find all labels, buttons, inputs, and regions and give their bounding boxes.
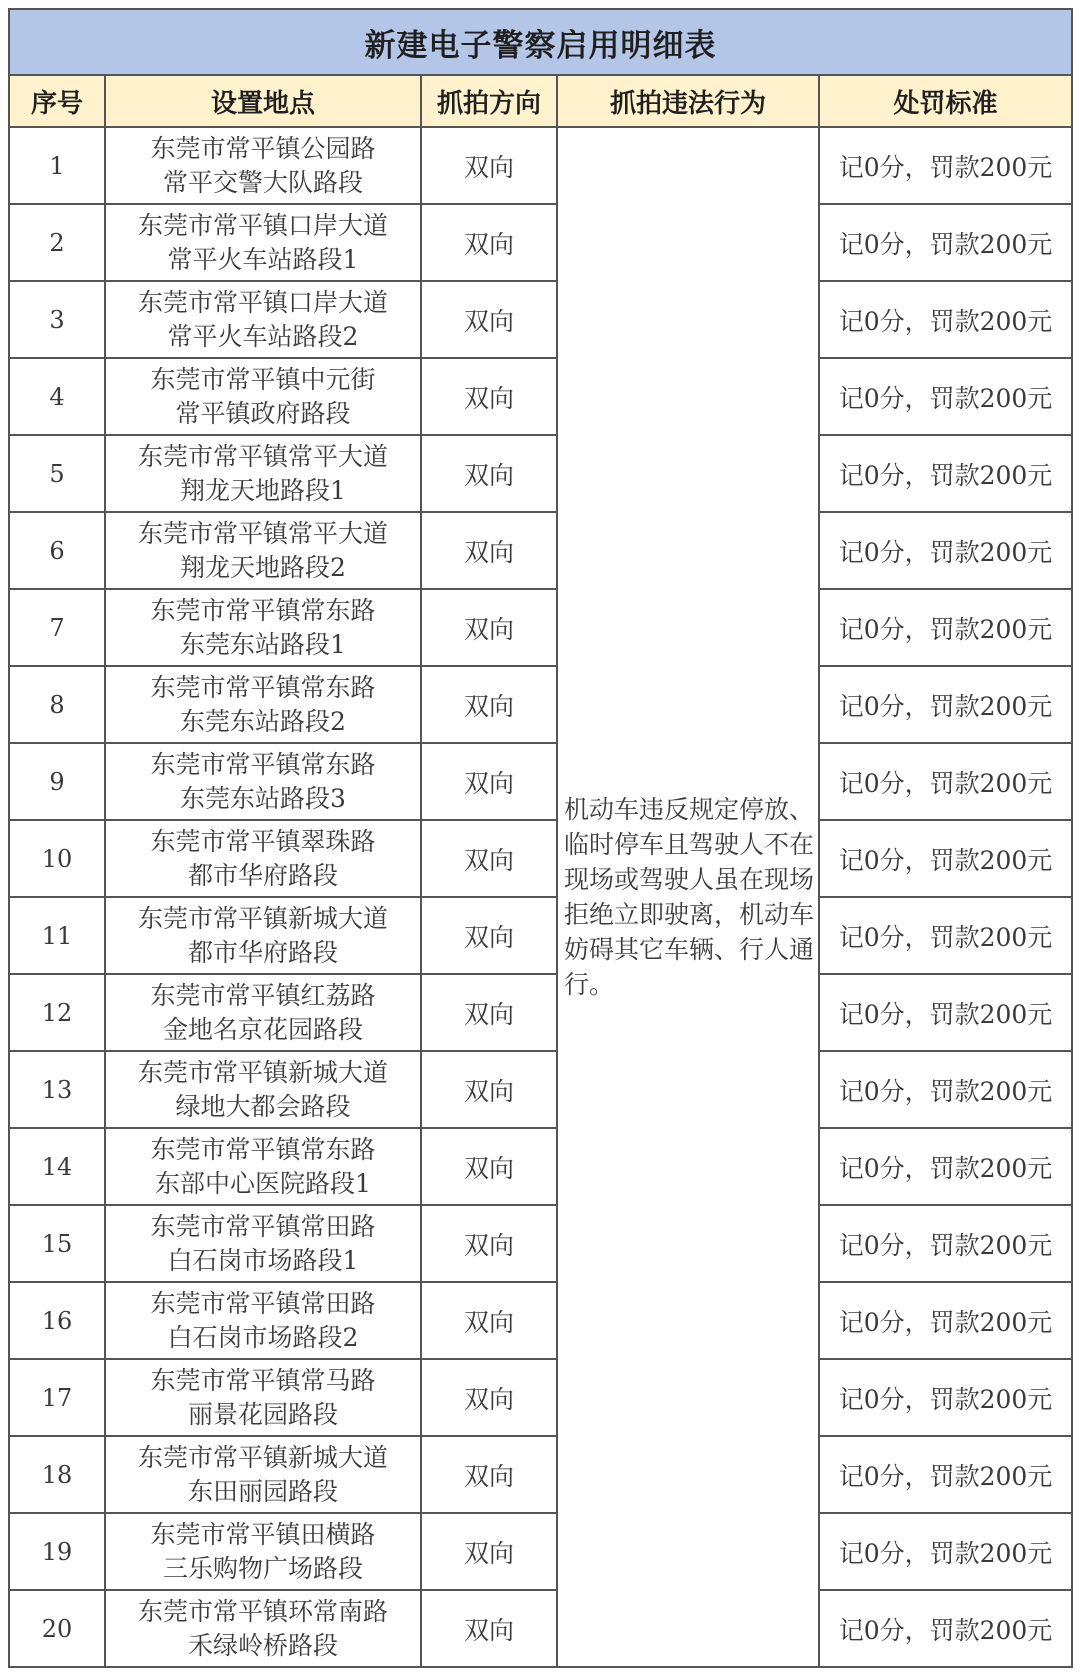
location-line-2: 翔龙天地路段2 [180, 552, 346, 582]
row-penalty: 记0分，罚款200元 [819, 666, 1072, 743]
table-row [9, 1513, 1072, 1590]
table-row [9, 897, 1072, 974]
row-direction: 双向 [421, 666, 557, 743]
table-row [9, 743, 1072, 820]
location-line-2: 绿地大都会路段 [175, 1091, 351, 1121]
row-location [105, 358, 421, 435]
location-line-2: 禾绿岭桥路段 [187, 1630, 338, 1660]
row-location [105, 820, 421, 897]
row-index: 2 [9, 204, 105, 281]
row-location [105, 204, 421, 281]
row-location [105, 127, 421, 204]
location-line-2: 东田丽园路段 [187, 1476, 338, 1506]
location-line-1: 东莞市常平镇常东路 [150, 1134, 376, 1164]
location-line-1: 东莞市常平镇红荔路 [150, 980, 376, 1010]
row-penalty: 记0分，罚款200元 [819, 281, 1072, 358]
table-row [9, 127, 1072, 204]
row-index: 6 [9, 512, 105, 589]
row-penalty: 记0分，罚款200元 [819, 897, 1072, 974]
location-line-2: 白石岗市场路段2 [167, 1322, 359, 1352]
row-direction: 双向 [421, 897, 557, 974]
location-line-2: 常平火车站路段2 [167, 321, 359, 351]
table-row [9, 974, 1072, 1051]
row-penalty: 记0分，罚款200元 [819, 358, 1072, 435]
table-row [9, 204, 1072, 281]
row-direction: 双向 [421, 435, 557, 512]
table-row [9, 1205, 1072, 1282]
location-line-2: 都市华府路段 [187, 937, 338, 967]
row-direction: 双向 [421, 1436, 557, 1513]
location-line-2: 翔龙天地路段1 [180, 475, 346, 505]
row-direction: 双向 [421, 512, 557, 589]
location-line-1: 东莞市常平镇新城大道 [137, 903, 388, 933]
row-direction: 双向 [421, 743, 557, 820]
table-row [9, 1051, 1072, 1128]
location-line-2: 东莞东站路段2 [180, 706, 346, 736]
location-line-2: 常平火车站路段1 [167, 244, 359, 274]
row-direction: 双向 [421, 127, 557, 204]
table-body [9, 127, 1072, 1667]
row-location [105, 666, 421, 743]
row-penalty: 记0分，罚款200元 [819, 1513, 1072, 1590]
header-behavior: 抓拍违法行为 [557, 75, 819, 127]
row-index: 12 [9, 974, 105, 1051]
row-index: 1 [9, 127, 105, 204]
row-penalty: 记0分，罚款200元 [819, 974, 1072, 1051]
row-penalty: 记0分，罚款200元 [819, 820, 1072, 897]
row-location [105, 1436, 421, 1513]
location-line-1: 东莞市常平镇中元街 [150, 364, 376, 394]
behavior-description: 机动车违反规定停放、临时停车且驾驶人不在现场或驾驶人虽在现场拒绝立即驶离，机动车妨碍其它车辆、行人通行。 [557, 127, 819, 1667]
row-direction: 双向 [421, 1513, 557, 1590]
location-line-1: 东莞市常平镇田横路 [150, 1519, 376, 1549]
row-location [105, 743, 421, 820]
camera-table [8, 8, 1073, 1668]
row-location [105, 512, 421, 589]
row-location [105, 1282, 421, 1359]
row-index: 19 [9, 1513, 105, 1590]
location-line-1: 东莞市常平镇公园路 [150, 133, 376, 163]
row-penalty: 记0分，罚款200元 [819, 1282, 1072, 1359]
table-row [9, 1128, 1072, 1205]
row-location [105, 897, 421, 974]
row-location [105, 1205, 421, 1282]
row-direction: 双向 [421, 1051, 557, 1128]
row-location [105, 281, 421, 358]
header-penalty: 处罚标准 [819, 75, 1072, 127]
row-index: 3 [9, 281, 105, 358]
location-line-2: 东部中心医院路段1 [155, 1168, 371, 1198]
row-penalty: 记0分，罚款200元 [819, 1590, 1072, 1667]
location-line-2: 金地名京花园路段 [162, 1014, 363, 1044]
row-index: 15 [9, 1205, 105, 1282]
row-index: 5 [9, 435, 105, 512]
location-line-1: 东莞市常平镇环常南路 [137, 1596, 388, 1626]
location-line-2: 东莞东站路段3 [180, 783, 346, 813]
row-penalty: 记0分，罚款200元 [819, 1128, 1072, 1205]
table-row [9, 1590, 1072, 1667]
location-line-1: 东莞市常平镇常田路 [150, 1288, 376, 1318]
location-line-1: 东莞市常平镇新城大道 [137, 1057, 388, 1087]
row-direction: 双向 [421, 974, 557, 1051]
location-line-1: 东莞市常平镇常东路 [150, 749, 376, 779]
row-direction: 双向 [421, 1590, 557, 1667]
row-penalty: 记0分，罚款200元 [819, 589, 1072, 666]
row-penalty: 记0分，罚款200元 [819, 1436, 1072, 1513]
location-line-2: 常平镇政府路段 [175, 398, 351, 428]
row-index: 11 [9, 897, 105, 974]
row-location [105, 1051, 421, 1128]
location-line-1: 东莞市常平镇常田路 [150, 1211, 376, 1241]
row-direction: 双向 [421, 589, 557, 666]
row-location [105, 1590, 421, 1667]
row-penalty: 记0分，罚款200元 [819, 204, 1072, 281]
location-line-1: 东莞市常平镇常东路 [150, 595, 376, 625]
location-line-2: 都市华府路段 [187, 860, 338, 890]
row-direction: 双向 [421, 281, 557, 358]
location-line-2: 常平交警大队路段 [162, 167, 363, 197]
row-location [105, 1359, 421, 1436]
table-title: 新建电子警察启用明细表 [9, 9, 1072, 75]
location-line-2: 东莞东站路段1 [180, 629, 346, 659]
table-row [9, 666, 1072, 743]
row-direction: 双向 [421, 1128, 557, 1205]
location-line-2: 丽景花园路段 [187, 1399, 338, 1429]
row-direction: 双向 [421, 1282, 557, 1359]
row-direction: 双向 [421, 204, 557, 281]
row-penalty: 记0分，罚款200元 [819, 512, 1072, 589]
location-line-2: 三乐购物广场路段 [162, 1553, 363, 1583]
location-line-1: 东莞市常平镇常平大道 [137, 441, 388, 471]
table-row [9, 435, 1072, 512]
row-index: 4 [9, 358, 105, 435]
header-index: 序号 [9, 75, 105, 127]
row-index: 8 [9, 666, 105, 743]
location-line-1: 东莞市常平镇新城大道 [137, 1442, 388, 1472]
table-row [9, 589, 1072, 666]
table-row [9, 1359, 1072, 1436]
row-index: 18 [9, 1436, 105, 1513]
row-location [105, 1513, 421, 1590]
row-penalty: 记0分，罚款200元 [819, 1205, 1072, 1282]
row-index: 7 [9, 589, 105, 666]
row-direction: 双向 [421, 358, 557, 435]
header-location: 设置地点 [105, 75, 421, 127]
row-index: 20 [9, 1590, 105, 1667]
location-line-1: 东莞市常平镇翠珠路 [150, 826, 376, 856]
location-line-2: 白石岗市场路段1 [167, 1245, 359, 1275]
row-location [105, 589, 421, 666]
location-line-1: 东莞市常平镇口岸大道 [137, 287, 388, 317]
row-index: 14 [9, 1128, 105, 1205]
row-index: 13 [9, 1051, 105, 1128]
table-row [9, 820, 1072, 897]
row-penalty: 记0分，罚款200元 [819, 743, 1072, 820]
header-direction: 抓拍方向 [421, 75, 557, 127]
table-row [9, 512, 1072, 589]
row-location [105, 435, 421, 512]
location-line-1: 东莞市常平镇口岸大道 [137, 210, 388, 240]
row-location [105, 1128, 421, 1205]
row-index: 16 [9, 1282, 105, 1359]
row-penalty: 记0分，罚款200元 [819, 1051, 1072, 1128]
row-index: 9 [9, 743, 105, 820]
row-location [105, 974, 421, 1051]
row-direction: 双向 [421, 1359, 557, 1436]
location-line-1: 东莞市常平镇常东路 [150, 672, 376, 702]
row-index: 10 [9, 820, 105, 897]
row-index: 17 [9, 1359, 105, 1436]
table-row [9, 1282, 1072, 1359]
row-direction: 双向 [421, 820, 557, 897]
row-direction: 双向 [421, 1205, 557, 1282]
location-line-1: 东莞市常平镇常平大道 [137, 518, 388, 548]
row-penalty: 记0分，罚款200元 [819, 1359, 1072, 1436]
table-row [9, 281, 1072, 358]
table-row [9, 1436, 1072, 1513]
row-penalty: 记0分，罚款200元 [819, 435, 1072, 512]
table-row [9, 358, 1072, 435]
row-penalty: 记0分，罚款200元 [819, 127, 1072, 204]
location-line-1: 东莞市常平镇常马路 [150, 1365, 376, 1395]
camera-table-sheet [8, 8, 1071, 1668]
